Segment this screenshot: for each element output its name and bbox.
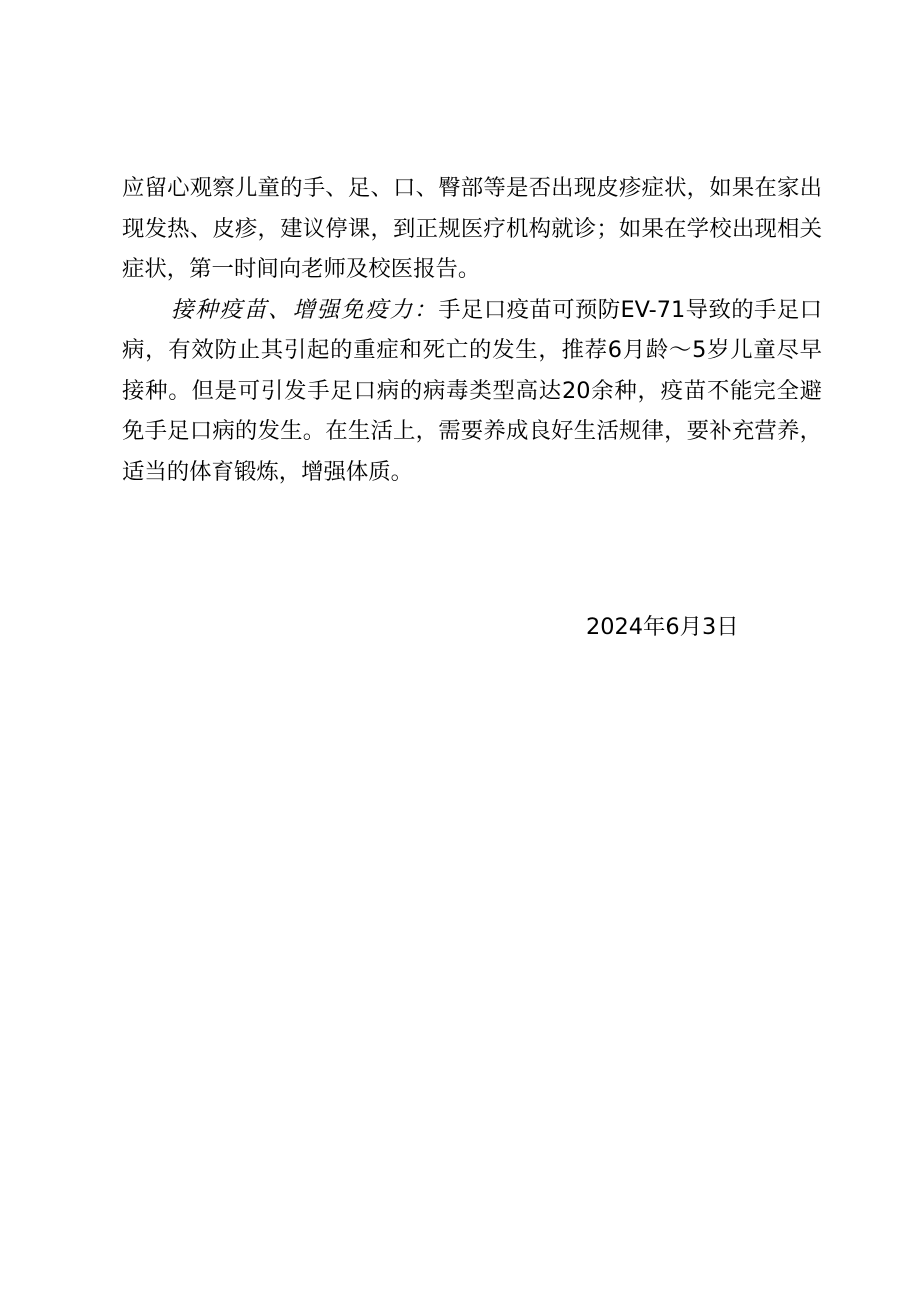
paragraph-text: 手足口疫苗可预防EV-71导致的手足口病，有效防止其引起的重症和死亡的发生，推荐6月龄～5岁儿童尽早接种。但是可引发手足口病的病毒类型高达20余种，疫苗不能完全避免手足口病的发生。在生活上，需要养成良好生活规律，要补充营养，适当的体育锻炼，增强体质。 bbox=[122, 296, 822, 485]
paragraph-symptom-observation: 应留心观察儿童的手、足、口、臀部等是否出现皮疹症状，如果在家出现发热、皮疹，建议停课，到正规医疗机构就诊；如果在学校出现相关症状，第一时间向老师及校医报告。 bbox=[122, 175, 822, 282]
paragraph-vaccination bbox=[122, 290, 822, 493]
document-body bbox=[122, 168, 822, 492]
document-date: 2024年6月3日 bbox=[586, 614, 739, 640]
paragraph-heading: 接种疫苗、增强免疫力： bbox=[171, 296, 439, 323]
